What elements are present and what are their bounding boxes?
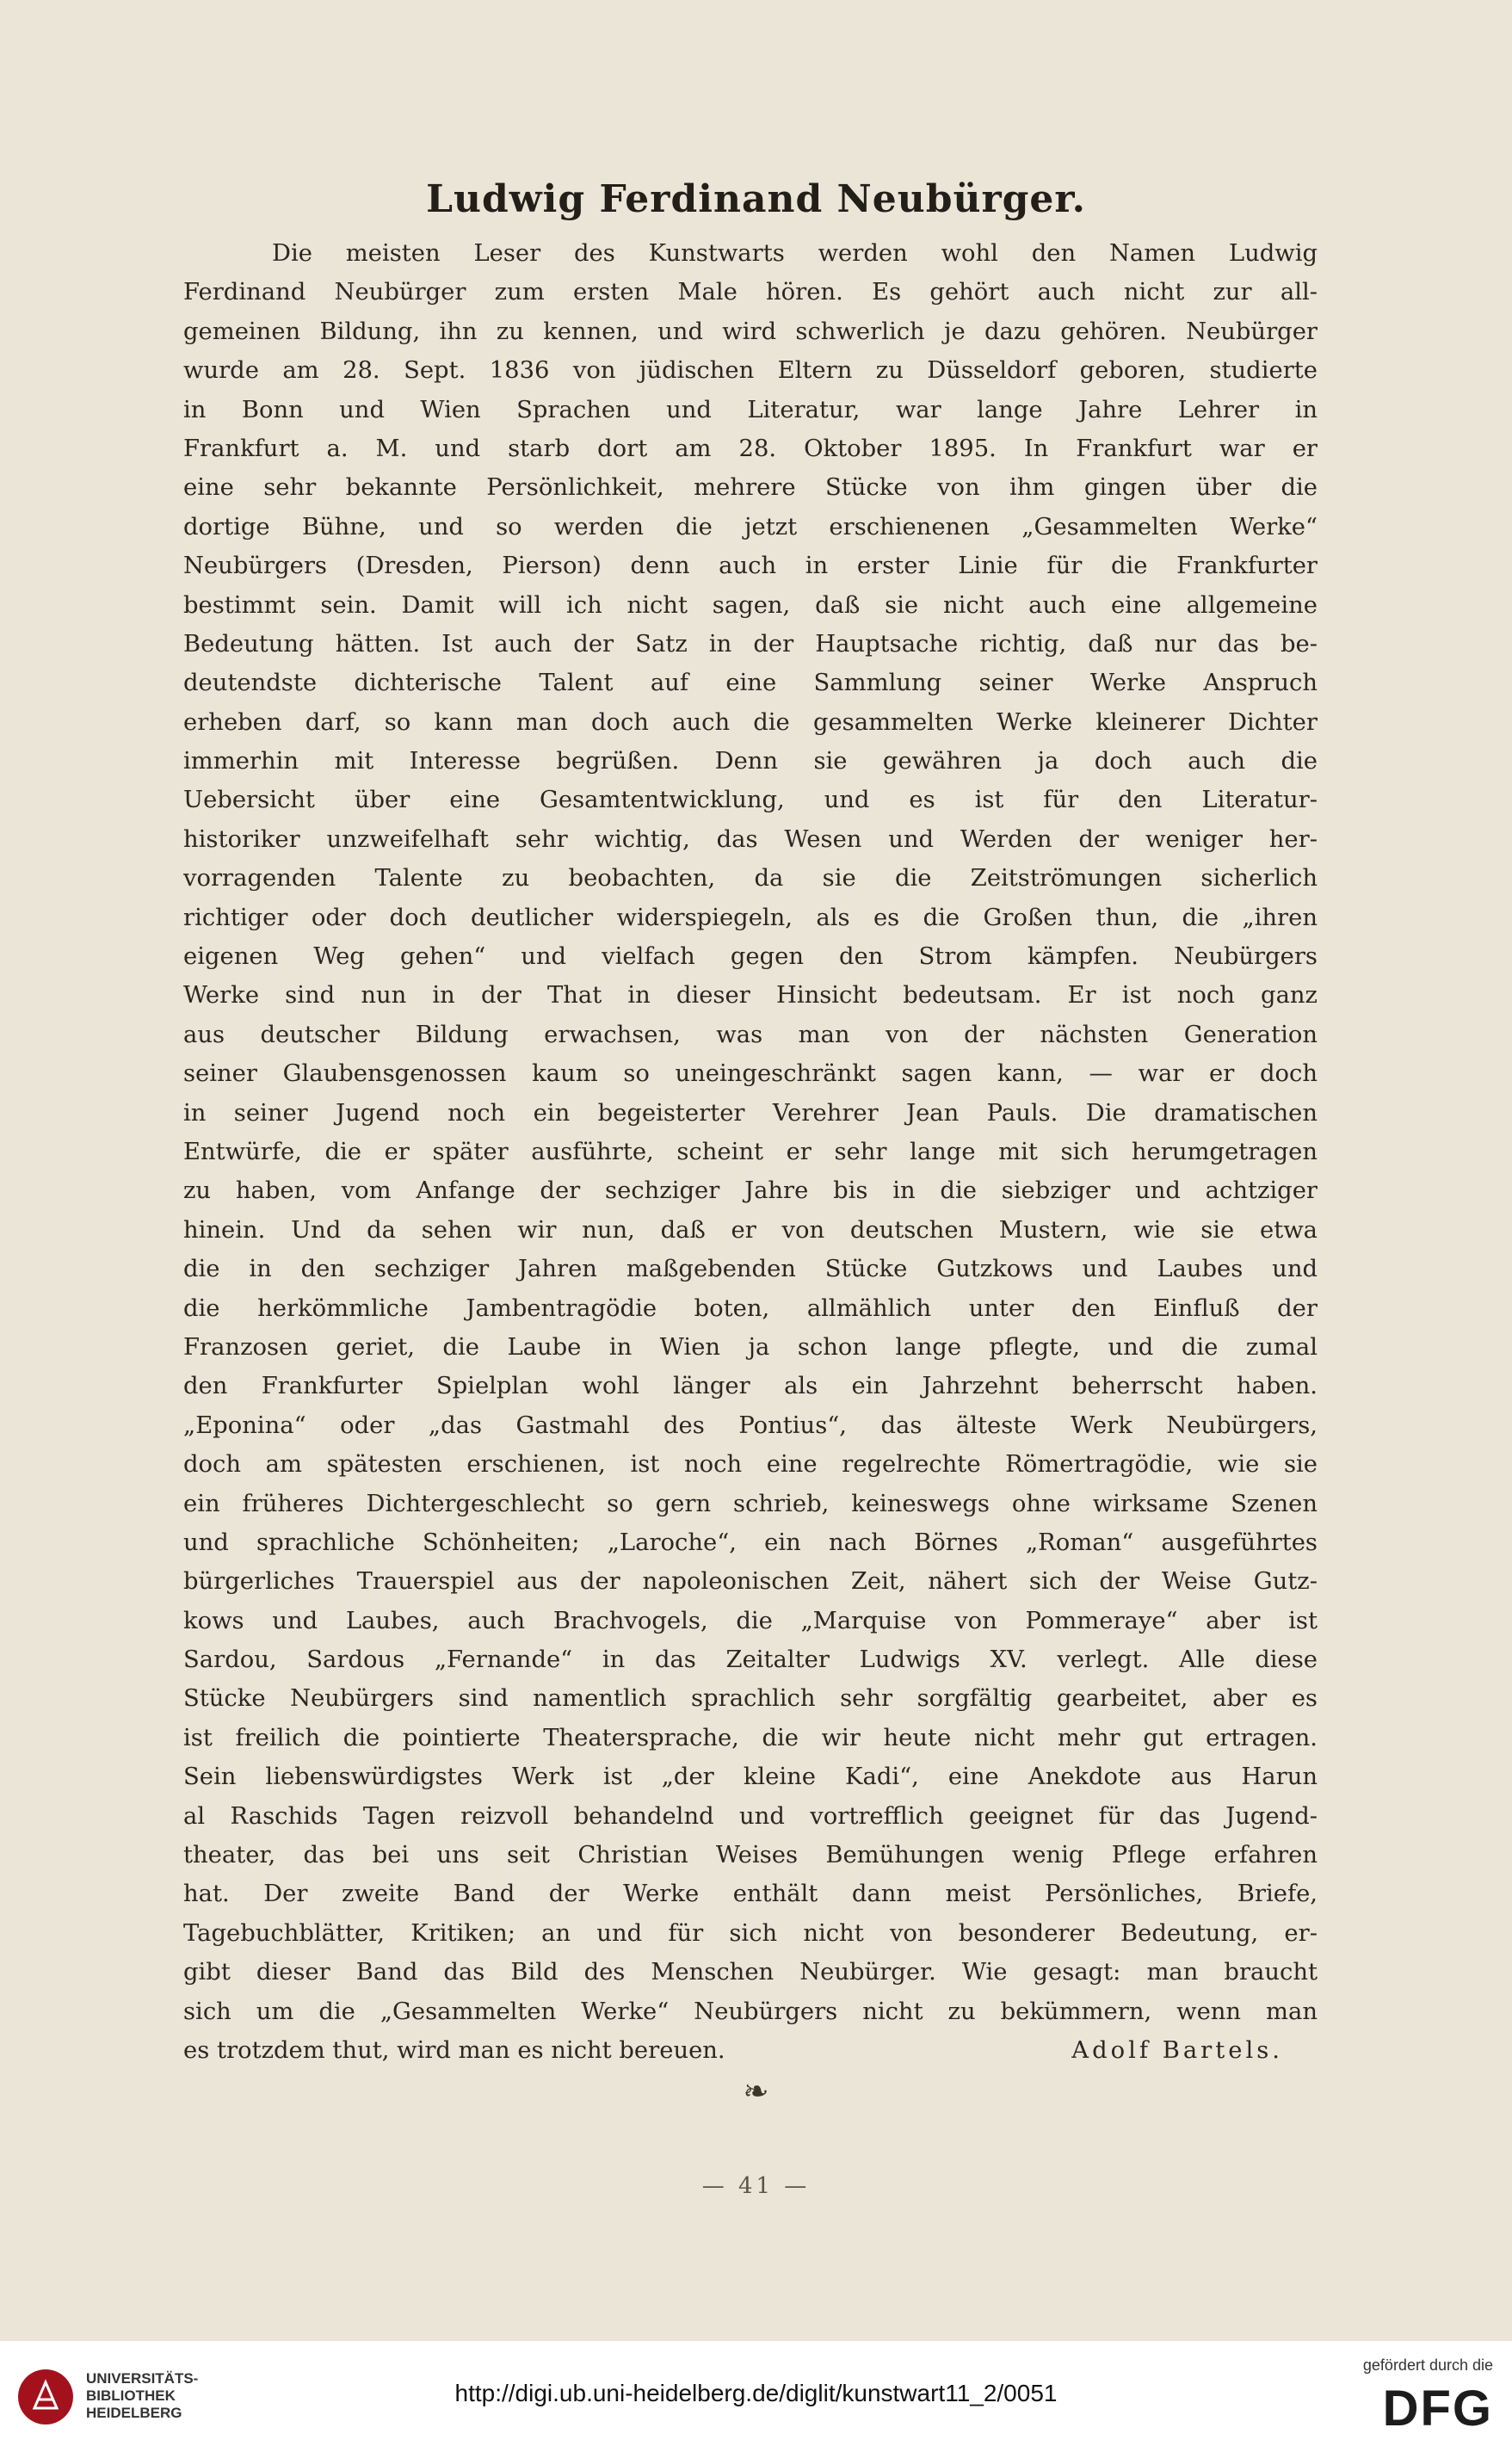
footer-bar <box>0 2341 1512 2446</box>
page-number: — 41 — <box>701 2173 811 2199</box>
article-line: Entwürfe, die er später ausführte, scheint er sehr lange mit sich herumgetragen <box>183 1138 1318 1165</box>
article-line: al Raschids Tagen reizvoll behandelnd und vortrefflich geeignet für das Jugend- <box>183 1802 1318 1830</box>
funding-label: gefördert durch die <box>1362 2356 1493 2374</box>
article-line: deutendste dichterische Talent auf eine Sammlung seiner Werke Anspruch <box>183 670 1318 697</box>
article-line: hat. Der zweite Band der Werke enthält dann meist Persönliches, Briefe, <box>183 1881 1318 1908</box>
article-line: gibt dieser Band das Bild des Menschen Neubürger. Wie gesagt: man braucht <box>183 1959 1318 1986</box>
article-title: Ludwig Ferdinand Neubürger. <box>426 177 1086 221</box>
article-line: Neubürgers (Dresden, Pierson) denn auch in erster Linie für die Frankfurter <box>183 553 1318 580</box>
article-line: Die meisten Leser des Kunstwarts werden wohl den Namen Ludwig <box>272 240 1318 267</box>
article-closing-line <box>183 2031 1318 2070</box>
article-line: Tagebuchblätter, Kritiken; an und für sich nicht von besonderer Bedeutung, er- <box>183 1919 1318 1947</box>
article-line: den Frankfurter Spielplan wohl länger als ein Jahrzehnt beherrscht haben. <box>183 1373 1318 1400</box>
article-line: Sardou, Sardous „Fernande“ in das Zeitalter Ludwigs XV. verlegt. Alle diese <box>183 1646 1318 1674</box>
article-last-line: es trotzdem thut, wird man es nicht bereuen. <box>183 2036 725 2064</box>
article-line: seiner Glaubensgenossen kaum so uneingeschränkt sagen kann, — war er doch <box>183 1060 1318 1088</box>
article-line: eigenen Weg gehen“ und vielfach gegen den Strom kämpfen. Neubürgers <box>183 943 1318 971</box>
article-lines <box>183 234 1318 2031</box>
article-line: in seiner Jugend noch ein begeisterter Verehrer Jean Pauls. Die dramatischen <box>183 1099 1318 1127</box>
article-line: historiker unzweifelhaft sehr wichtig, das Wesen und Werden der weniger her- <box>183 825 1318 853</box>
article-line: ein früheres Dichtergeschlecht so gern schrieb, keineswegs ohne wirksame Szenen <box>183 1490 1318 1517</box>
article-line: und sprachliche Schönheiten; „Laroche“, ein nach Börnes „Roman“ ausgeführtes <box>183 1529 1318 1556</box>
article-line: hinein. Und da sehen wir nun, daß er von deutschen Mustern, wie sie etwa <box>183 1216 1318 1244</box>
article-line: Stücke Neubürgers sind namentlich sprachlich sehr sorgfältig gearbeitet, aber es <box>183 1685 1318 1713</box>
article-line: Franzosen geriet, die Laube in Wien ja schon lange pflegte, und die zumal <box>183 1333 1318 1361</box>
article-line: die herkömmliche Jambentragödie boten, allmählich unter den Einfluß der <box>183 1294 1318 1322</box>
article-line: aus deutscher Bildung erwachsen, was man von der nächsten Generation <box>183 1021 1318 1048</box>
author-signature: Adolf Bartels. <box>1071 2036 1283 2064</box>
article-line: Werke sind nun in der That in dieser Hinsicht bedeutsam. Er ist noch ganz <box>183 982 1318 1010</box>
article-line: gemeinen Bildung, ihn zu kennen, und wird schwerlich je dazu gehören. Neubürger <box>183 318 1318 345</box>
article-line: doch am spätesten erschienen, ist noch eine regelrechte Römertragödie, wie sie <box>183 1451 1318 1479</box>
ornament-icon: ❧ <box>743 2074 769 2109</box>
article-line: bestimmt sein. Damit will ich nicht sagen, daß sie nicht auch eine allgemeine <box>183 591 1318 619</box>
article-line: richtiger oder doch deutlicher widerspiegeln, als es die Großen thun, die „ihren <box>183 904 1318 931</box>
article-line: Sein liebenswürdigstes Werk ist „der kleine Kadi“, eine Anekdote aus Harun <box>183 1763 1318 1791</box>
article-line: sich um die „Gesammelten Werke“ Neubürgers nicht zu bekümmern, wenn man <box>183 1998 1318 2025</box>
article-line: die in den sechziger Jahren maßgebenden Stücke Gutzkows und Laubes und <box>183 1256 1318 1283</box>
article-line: vorragenden Talente zu beobachten, da sie die Zeitströmungen sicherlich <box>183 865 1318 893</box>
library-name-line: BIBLIOTHEK <box>86 2387 176 2404</box>
source-url-link[interactable]: http://digi.ub.uni-heidelberg.de/diglit/kunstwart11_2/0051 <box>454 2380 1058 2406</box>
article-line: dortige Bühne, und so werden die jetzt erschienenen „Gesammelten Werke“ <box>183 513 1318 540</box>
article-line: eine sehr bekannte Persönlichkeit, mehrere Stücke von ihm gingen über die <box>183 474 1318 502</box>
article-line: Bedeutung hätten. Ist auch der Satz in der Hauptsache richtig, daß nur das be- <box>183 630 1318 658</box>
article-line: ist freilich die pointierte Theatersprache, die wir heute nicht mehr gut ertragen. <box>183 1724 1318 1751</box>
article-line: „Eponina“ oder „das Gastmahl des Pontius“, das älteste Werk Neubürgers, <box>183 1411 1318 1439</box>
article-line: immerhin mit Interesse begrüßen. Denn sie gewähren ja doch auch die <box>183 748 1318 775</box>
article-line: Ferdinand Neubürger zum ersten Male hören. Es gehört auch nicht zur all- <box>183 279 1318 306</box>
article-line: bürgerliches Trauerspiel aus der napoleonischen Zeit, nähert sich der Weise Gutz- <box>183 1568 1318 1596</box>
article-line: kows und Laubes, auch Brachvogels, die „Marquise von Pommeraye“ aber ist <box>183 1607 1318 1634</box>
library-name-line: HEIDELBERG <box>86 2405 182 2421</box>
dfg-logo: DFG <box>1382 2381 1493 2437</box>
article-line: Uebersicht über eine Gesamtentwicklung, und es ist für den Literatur- <box>183 787 1318 814</box>
article-body <box>183 234 1318 2070</box>
article-line: erheben darf, so kann man doch auch die gesammelten Werke kleinerer Dichter <box>183 708 1318 736</box>
article-line: Frankfurt a. M. und starb dort am 28. Oktober 1895. In Frankfurt war er <box>183 435 1318 462</box>
article-line: theater, das bei uns seit Christian Weises Bemühungen wenig Pflege erfahren <box>183 1842 1318 1869</box>
article-line: wurde am 28. Sept. 1836 von jüdischen Eltern zu Düsseldorf geboren, studierte <box>183 357 1318 385</box>
library-name-line: UNIVERSITÄTS- <box>86 2370 199 2387</box>
article-line: zu haben, vom Anfange der sechziger Jahre bis in die siebziger und achtziger <box>183 1177 1318 1205</box>
article-line: in Bonn und Wien Sprachen und Literatur, war lange Jahre Lehrer in <box>183 396 1318 423</box>
